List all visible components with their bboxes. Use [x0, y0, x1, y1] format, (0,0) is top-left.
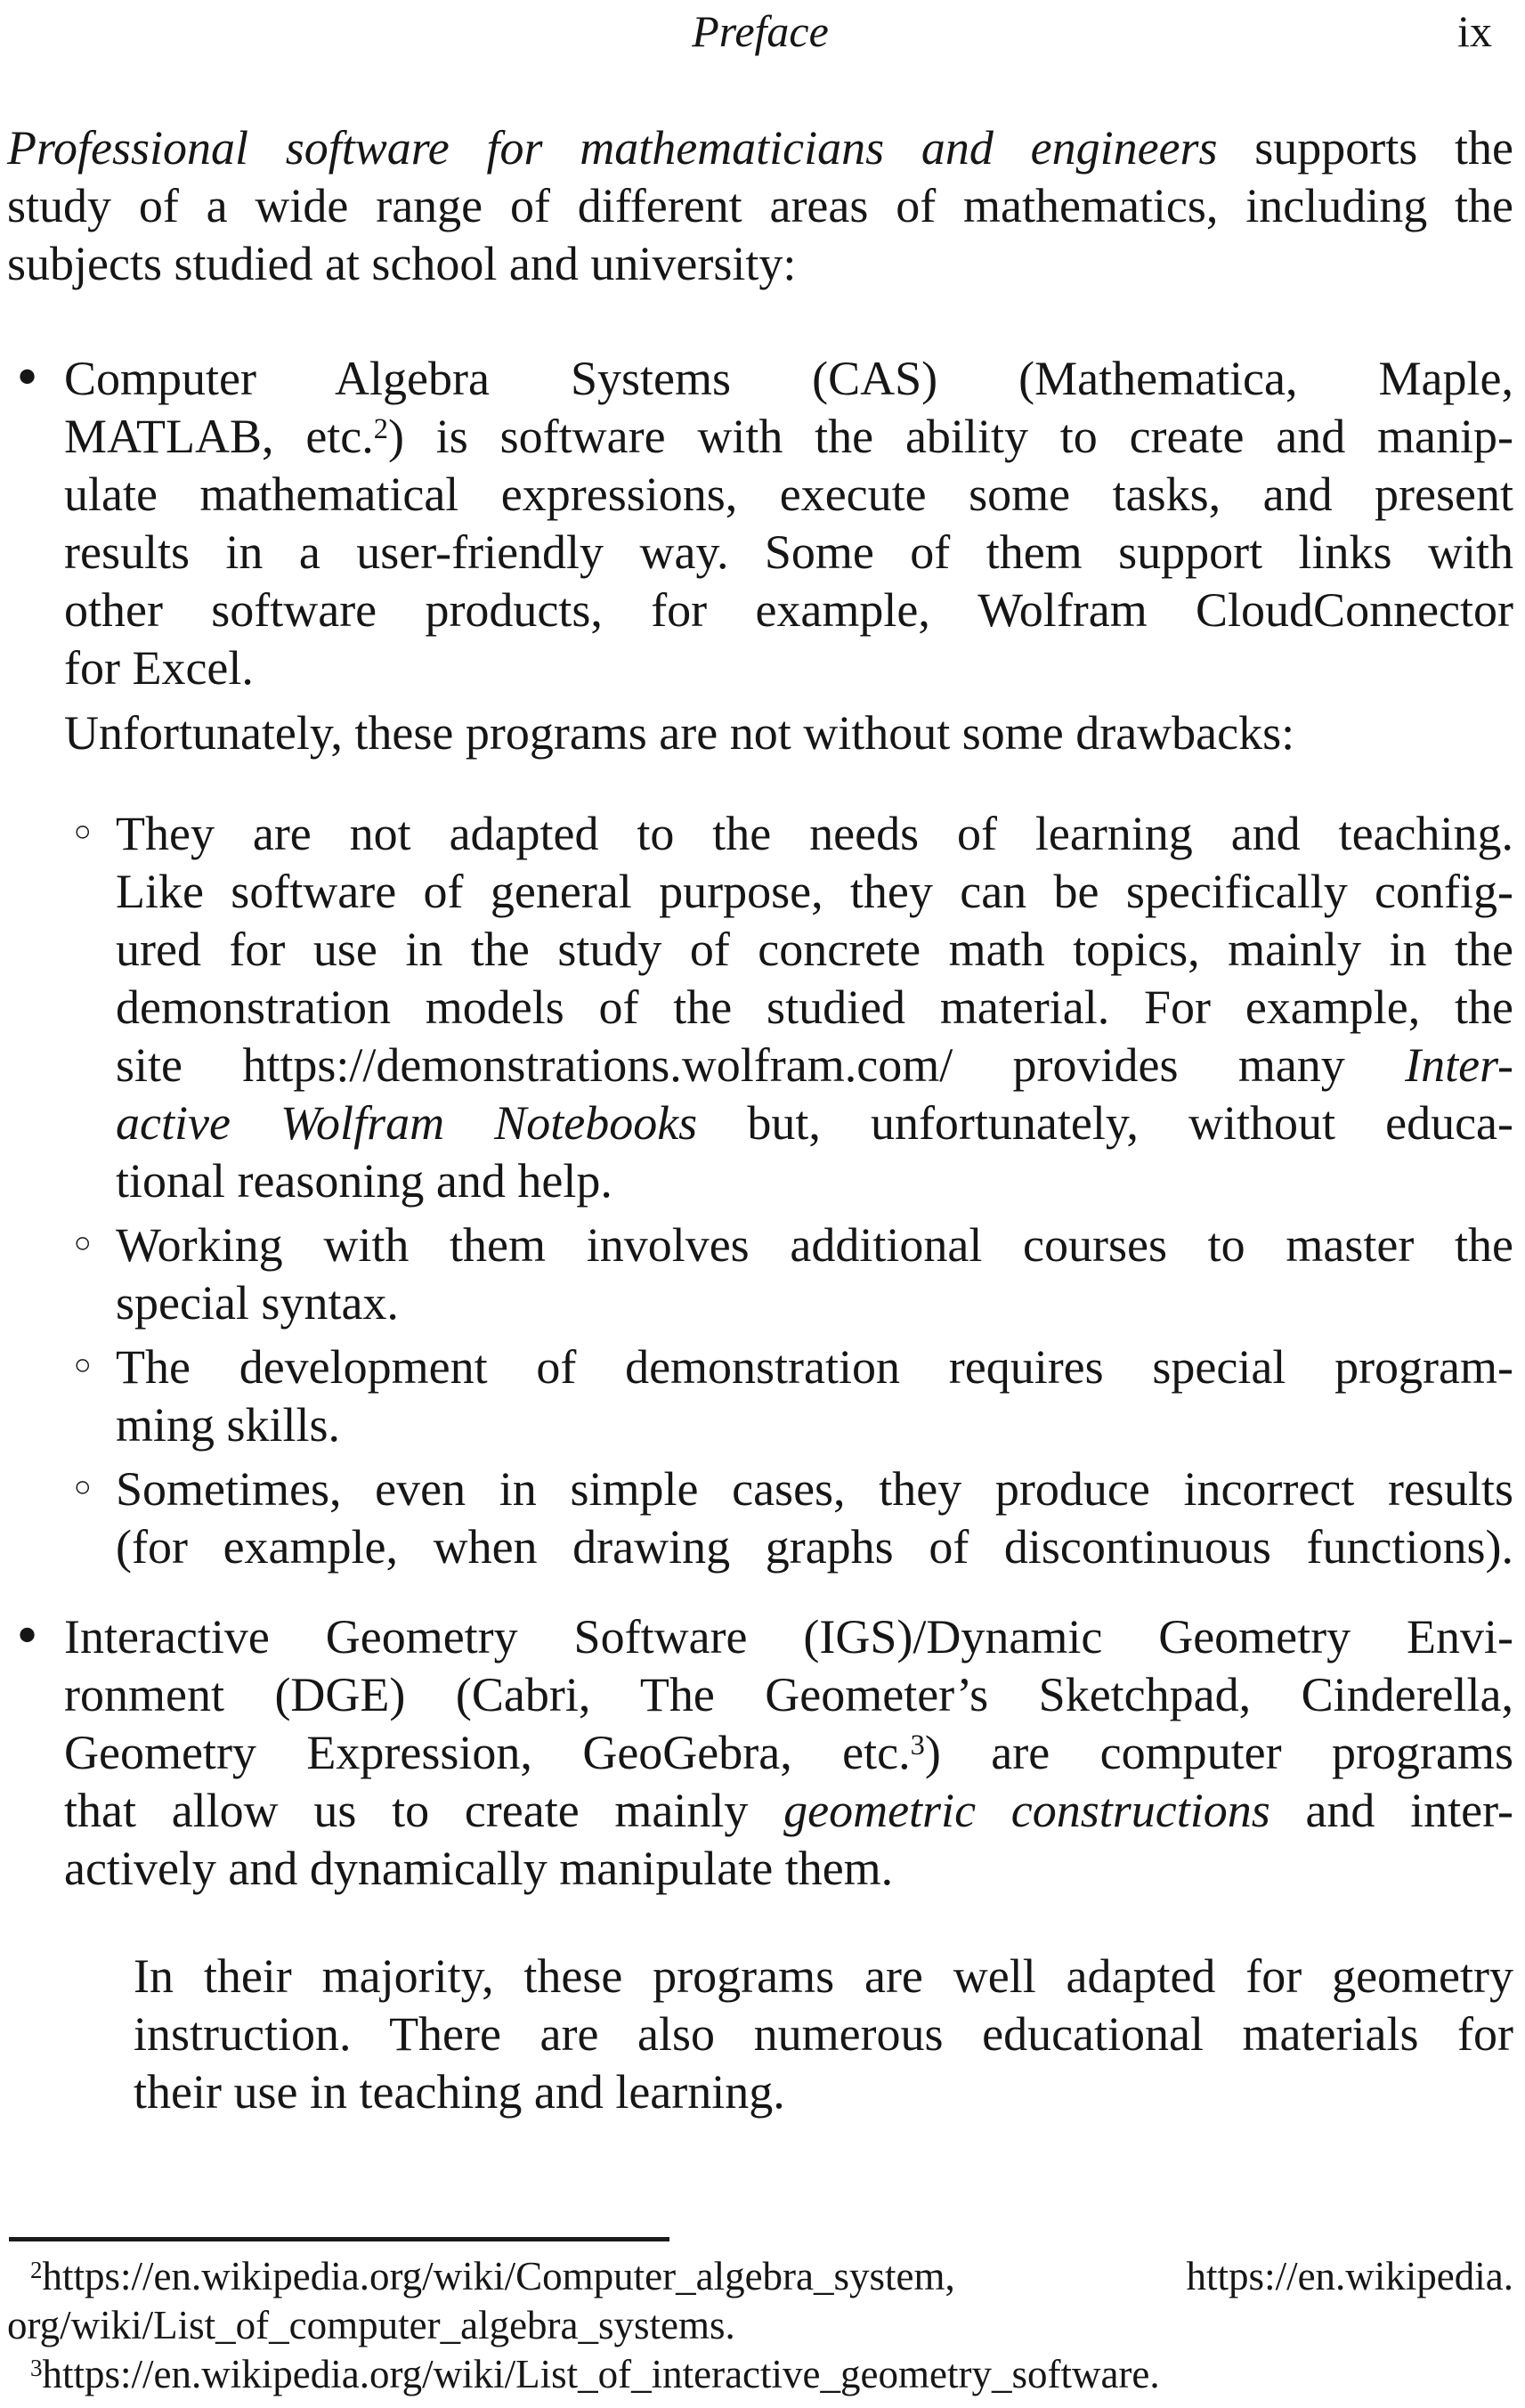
page-header	[7, 4, 1513, 59]
text-line: actively and dynamically manipulate them.	[64, 1842, 894, 1895]
footnote-ref: 3	[910, 1729, 925, 1761]
text-line: ulate mathematical expressions, execute some tasks, and present	[64, 468, 1513, 521]
footnote-marker: 2	[30, 2256, 43, 2283]
page-title: Preface	[692, 6, 829, 56]
text-segment: supports the	[1217, 121, 1513, 175]
text-segment: ) are computer programs	[924, 1726, 1513, 1779]
text-line: (for example, when drawing graphs of discontinuous functions).	[116, 1520, 1513, 1574]
text-line: Like software of general purpose, they can be specifically config-	[116, 865, 1513, 918]
text-line: instruction. There are also numerous educational materials for	[134, 2007, 1513, 2061]
text-line: results in a user-friendly way. Some of them support links with	[64, 525, 1513, 579]
page-number: ix	[1457, 6, 1492, 56]
circle-bullet-icon: ◦	[69, 808, 96, 859]
circle-bullet-icon: ◦	[69, 1341, 96, 1393]
italic-text: Professional software for mathematicians and engineers	[7, 121, 1218, 175]
list-item-cas	[7, 350, 1513, 697]
footnote-line: org/wiki/List_of_computer_algebra_systems.	[7, 2303, 735, 2347]
footnote-url: https://en.wikipedia.org/wiki/List_of_interactive_geometry_software.	[42, 2352, 1160, 2396]
text-line: tional reasoning and help.	[116, 1154, 612, 1208]
italic-text: geometric constructions	[783, 1784, 1270, 1837]
text-line	[116, 1037, 1513, 1094]
text-line: study of a wide range of different areas of mathematics, including the	[7, 179, 1513, 232]
text-segment: Geometry Expression, GeoGebra, etc.	[64, 1726, 911, 1779]
text-line: demonstration models of the studied material. For example, the	[116, 980, 1513, 1034]
text-line: The development of demonstration requires special program-	[116, 1340, 1513, 1394]
footnote-ref: 2	[373, 412, 388, 445]
drawbacks-lead-line: Unfortunately, these programs are not without some drawbacks:	[64, 706, 1295, 760]
footnote-marker: 3	[30, 2354, 43, 2381]
text-line: their use in teaching and learning.	[134, 2065, 785, 2119]
text-line: ronment (DGE) (Cabri, The Geometer’s Sketchpad, Cinderella,	[64, 1668, 1513, 1721]
intro-paragraph	[7, 119, 1513, 293]
text-line: special syntax.	[116, 1276, 399, 1330]
bullet-icon: •	[12, 350, 43, 408]
list-item-drawback-courses	[7, 1216, 1513, 1332]
text-segment: but, unfortunately, without educa-	[697, 1096, 1513, 1150]
text-line	[7, 119, 1513, 177]
circle-bullet-icon: ◦	[69, 1463, 96, 1515]
circle-bullet-icon: ◦	[69, 1219, 96, 1271]
text-line: Working with them involves additional courses to master the	[116, 1218, 1513, 1272]
footnote-line	[7, 2350, 1513, 2399]
text-line: ured for use in the study of concrete math topics, mainly in the	[116, 923, 1513, 976]
text-line: ming skills.	[116, 1398, 341, 1452]
closing-paragraph	[134, 1948, 1513, 2121]
footnote-line	[7, 2252, 1513, 2301]
text-segment: MATLAB, etc.	[64, 410, 374, 463]
text-line: other software products, for example, Wolfram CloudConnector	[64, 583, 1513, 637]
footnotes-section	[7, 2252, 1513, 2399]
text-line	[64, 1782, 1513, 1840]
text-line	[64, 408, 1513, 466]
text-segment: site https://demonstrations.wolfram.com/ provides many	[116, 1038, 1406, 1092]
list-item-drawback-adapt	[7, 805, 1513, 1210]
text-segment: that allow us to create mainly	[64, 1784, 784, 1837]
text-segment: ) is software with the ability to create and manip-	[387, 410, 1514, 463]
footnote-url: https://en.wikipedia.org/wiki/Computer_algebra_system, https://en.wikipedia.	[42, 2254, 1513, 2298]
text-line	[64, 1724, 1513, 1782]
italic-text: active Wolfram Notebooks	[116, 1096, 698, 1150]
text-line: for Excel.	[64, 641, 254, 695]
text-line: In their majority, these programs are well adapted for geometry	[134, 1949, 1513, 2003]
list-item-igs	[7, 1608, 1513, 1898]
bullet-icon: •	[12, 1608, 43, 1666]
list-item-drawback-skills	[7, 1338, 1513, 1454]
text-line: subjects studied at school and university:	[7, 237, 797, 290]
text-line: Computer Algebra Systems (CAS) (Mathematica, Maple,	[64, 352, 1513, 405]
text-line: They are not adapted to the needs of learning and teaching.	[116, 807, 1513, 860]
text-segment: and inter-	[1269, 1784, 1514, 1837]
italic-text: Inter-	[1405, 1038, 1513, 1092]
footnote-rule	[9, 2237, 669, 2241]
text-line	[116, 1094, 1513, 1152]
text-line: Sometimes, even in simple cases, they produce incorrect results	[116, 1462, 1513, 1516]
text-line: Interactive Geometry Software (IGS)/Dynamic Geometry Envi-	[64, 1610, 1513, 1664]
list-item-drawback-results	[7, 1460, 1513, 1576]
